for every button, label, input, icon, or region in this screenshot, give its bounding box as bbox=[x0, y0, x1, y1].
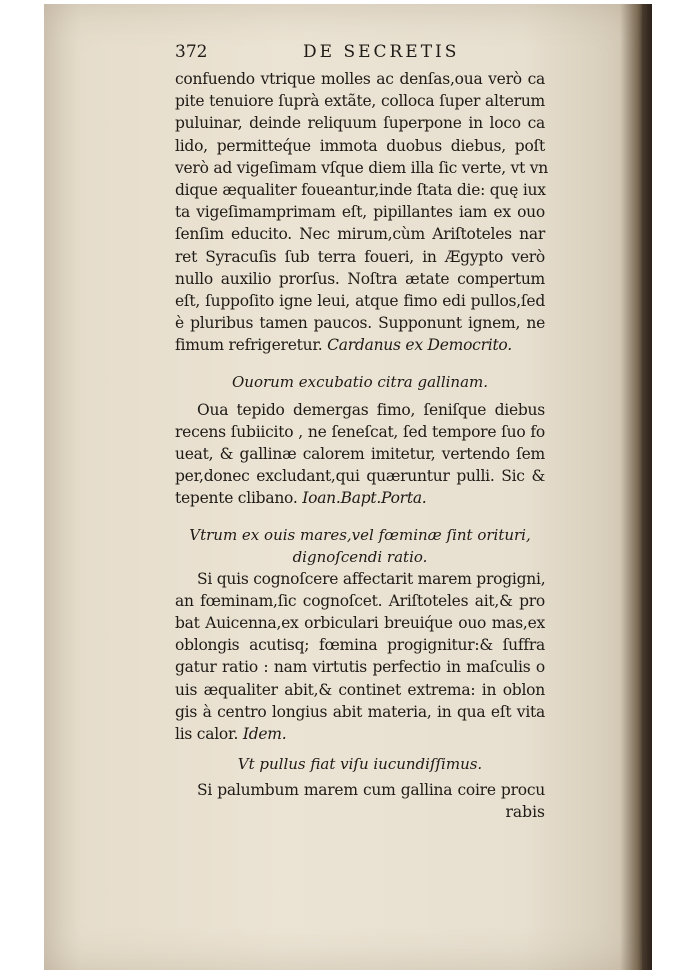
text-line-last bbox=[175, 723, 545, 745]
text-line: è pluribus tamen paucos. Supponunt ignem, ne bbox=[175, 314, 545, 333]
paragraph-3 bbox=[175, 568, 545, 746]
section-heading: Vt pullus fiat viſu iucundiſſimus. bbox=[237, 755, 483, 774]
text-fragment: tepente clibano. bbox=[175, 489, 298, 508]
text-line: ſenſim educito. Nec mirum,cùm Ariſtoteles nar bbox=[175, 225, 545, 244]
text-line: oblongis acutisq; fœmina progignitur:& ſuffra bbox=[175, 636, 545, 655]
source-citation: Cardanus ex Democrito. bbox=[327, 336, 512, 355]
paragraph-4 bbox=[175, 779, 545, 823]
section-heading: Vtrum ex ouis mares,vel fœminæ ſint orituri, bbox=[189, 525, 531, 544]
paragraph-2 bbox=[175, 399, 545, 510]
text-line: lido, permitteq́ue immota duobus diebus, poſt bbox=[175, 136, 545, 155]
text-line: bat Auicenna,ex orbiculari breuiq́ue ouo mas,ex bbox=[175, 614, 545, 633]
text-fragment: fimum refrigeretur. bbox=[175, 336, 323, 355]
text-line: ret Syracuſis ſub terra foueri, in Ægypto verò bbox=[175, 247, 545, 266]
book-page bbox=[44, 4, 644, 970]
running-head bbox=[175, 40, 545, 68]
section-heading-continued: dignoſcendi ratio. bbox=[292, 547, 428, 566]
text-line: verò ad vigeſimam vſque diem illa ſic verte, vt vn bbox=[175, 158, 549, 177]
paragraph-1 bbox=[175, 68, 549, 357]
text-line: puluinar, deinde reliquum ſuperpone in loco ca bbox=[175, 114, 545, 133]
text-line: per,donec excludant,qui quæruntur pulli. Sic & bbox=[175, 467, 545, 486]
text-line: eſt, ſuppoſito igne leui, atque fimo edi pullos,ſed bbox=[175, 292, 545, 311]
text-fragment: lis calor. bbox=[175, 725, 239, 744]
text-line: dique æqualiter foueantur,inde ſtata die: quę iux bbox=[175, 181, 546, 200]
text-line: uis æqualiter abit,& continet extrema: in oblon bbox=[175, 680, 545, 699]
text-line: pite tenuiore ſuprà extãte, colloca ſuper alterum bbox=[175, 92, 545, 111]
running-title: DE SECRETIS bbox=[303, 42, 460, 62]
text-line: Oua tepido demergas fimo, ſeniſque diebus bbox=[197, 400, 545, 419]
source-citation: Idem. bbox=[242, 725, 287, 744]
source-citation: Ioan.Bapt.Porta. bbox=[302, 489, 427, 508]
section-heading: Ouorum excubatio citra gallinam. bbox=[231, 372, 489, 391]
text-block bbox=[175, 40, 549, 823]
page-edge bbox=[642, 4, 652, 970]
text-line: ueat, & gallinæ calorem imitetur, vertendo ſem bbox=[175, 445, 545, 464]
text-line: gis à centro longius abit materia, in qua eſt vita bbox=[175, 702, 545, 721]
text-line: confuendo vtrique molles ac denſas,oua verò ca bbox=[175, 70, 545, 88]
text-line: Si palumbum marem cum gallina coire procu bbox=[197, 781, 545, 800]
text-line-last bbox=[175, 334, 545, 356]
text-line: ta vigeſimamprimam eſt, pipillantes iam ex ouo bbox=[175, 203, 545, 222]
text-line: an fœminam,ſic cognoſcet. Ariſtoteles ait,& pro bbox=[175, 591, 545, 610]
catchword: rabis bbox=[505, 803, 545, 822]
text-line: gatur ratio : nam virtutis perfectio in maſculis o bbox=[175, 658, 545, 677]
page-number: 372 bbox=[175, 42, 208, 62]
text-line: recens ſubiicito , ne ſeneſcat, ſed tempore ſuo fo bbox=[175, 422, 545, 441]
text-line: nullo auxilio prorſus. Noſtra ætate compertum bbox=[175, 269, 545, 288]
text-line-last bbox=[175, 487, 545, 509]
text-line: Si quis cognoſcere affectarit marem progigni, bbox=[197, 569, 546, 588]
